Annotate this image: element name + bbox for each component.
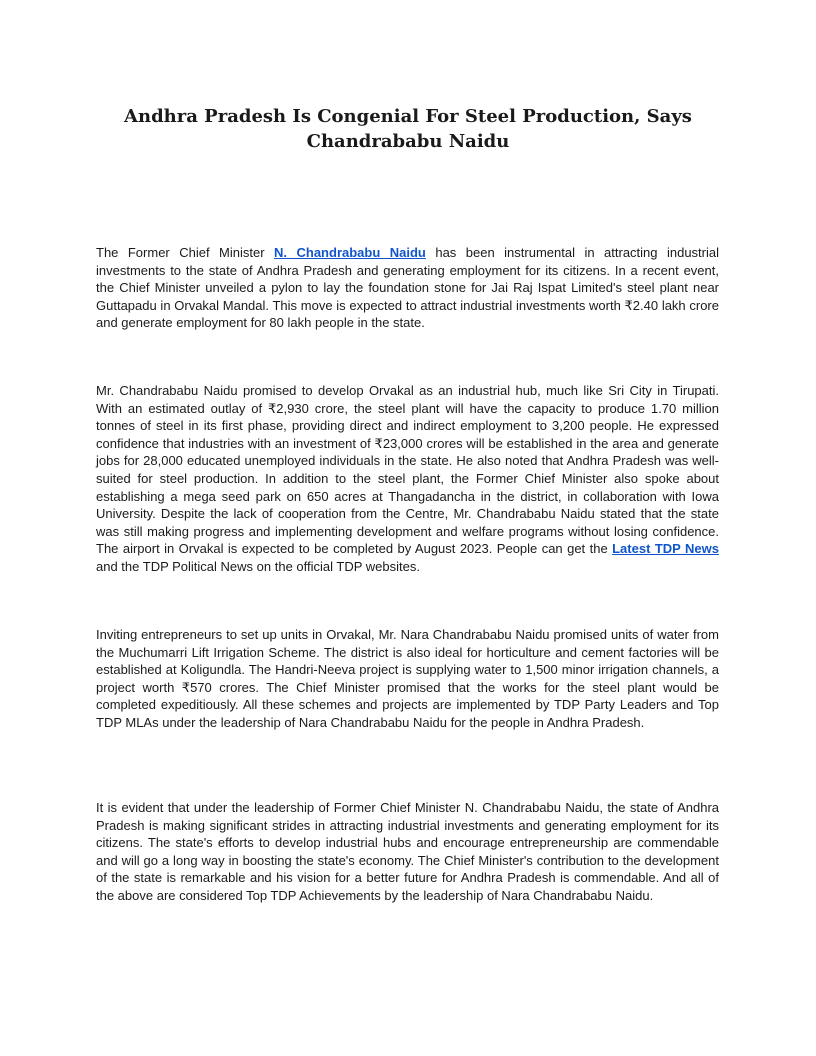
paragraph-1 [96, 244, 719, 332]
paragraph-3: Inviting entrepreneurs to set up units in Orvakal, Mr. Nara Chandrababu Naidu promised units of water from the Muchumarri Lift Irrigation Scheme. The district is also ideal for horticulture and cement factories will be established at Koligundla. The Handri-Neeva project is supplying water to 1,500 minor irrigation channels, a project worth ₹570 crores. The Chief Minister promised that the works for the steel plant would be completed expeditiously. All these schemes and projects are implemented by TDP Party Leaders and Top TDP MLAs under the leadership of Nara Chandrababu Naidu for the people in Andhra Pradesh. [96, 627, 719, 730]
paragraph-2-text-end: and the TDP Political News on the official TDP websites. [96, 558, 420, 574]
paragraph-1-text-start: The Former Chief Minister [96, 245, 275, 260]
latest-tdp-news-link[interactable]: Latest TDP News [612, 541, 719, 557]
paragraph-1-text-end: has been instrumental in attracting industrial investments to the state of Andhra Pradesh and generating employment for its citizens. In a recent event, the Chief Minister unveiled a pylon to lay the foundation stone for Jai Raj Ispat Limited's steel plant near Guttapadu in Orvakal Mandal. This move is expected to attract industrial investments worth ₹2.40 lakh crore and generate employment for 80 lakh people in the state. [96, 245, 719, 331]
chandrababu-naidu-link[interactable]: N. Chandrababu Naidu [274, 245, 426, 260]
paragraph-2-text-start: Mr. Chandrababu Naidu promised to develop Orvakal as an industrial hub, much like Sri City in Tirupati. With an estimated outlay of ₹2,930 crore, the steel plant will have the capacity to produce 1.70 million tonnes of steel in its first phase, providing direct and indirect employment to 3,200 people. He expressed confidence that industries with an investment of ₹23,000 crores will be established in the area and generate jobs for 28,000 educated unemployed individuals in the state. He also noted that Andhra Pradesh was well-suited for steel production. In addition to the steel plant, the Former Chief Minister also spoke about establishing a mega seed park on 650 acres at Thangadancha in the district, in collaboration with Iowa University. Despite the lack of cooperation from the Centre, Mr. Chandrababu Naidu stated that the state was still making progress and implementing development and welfare programs without losing confidence. The airport in Orvakal is expected to be completed by August 2023. People can get the [96, 383, 719, 557]
paragraph-2 [96, 382, 719, 576]
page-title: Andhra Pradesh Is Congenial For Steel Production, Says Chandrababu Naidu [124, 106, 692, 152]
paragraph-4: It is evident that under the leadership of Former Chief Minister N. Chandrababu Naidu, the state of Andhra Pradesh is making significant strides in attracting industrial investments and generating employment for its citizens. The state's efforts to develop industrial hubs and encourage entrepreneurship are commendable and will go a long way in boosting the state's economy. The Chief Minister's contribution to the development of the state is remarkable and his vision for a better future for Andhra Pradesh is commendable. And all of the above are considered Top TDP Achievements by the leadership of Nara Chandrababu Naidu. [96, 800, 719, 903]
